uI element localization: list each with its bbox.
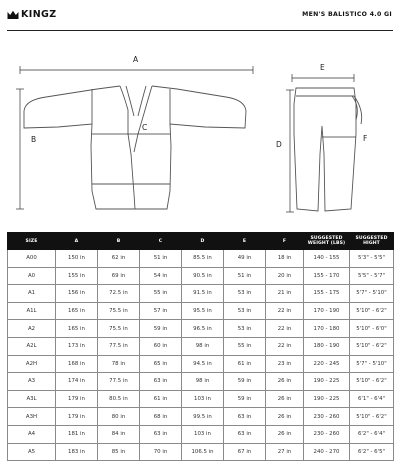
table-cell: 85 in <box>98 443 140 461</box>
size-cell: A2L <box>8 337 56 355</box>
size-cell: A4 <box>8 425 56 443</box>
measure-f-label: F <box>363 134 368 143</box>
table-cell: 72.5 in <box>98 285 140 303</box>
table-cell: 5'10" - 6'0" <box>350 320 394 338</box>
table-cell: 170 - 180 <box>304 320 350 338</box>
table-row <box>8 373 394 391</box>
table-cell: 240 - 270 <box>304 443 350 461</box>
table-cell: 18 in <box>266 250 304 268</box>
table-cell: 75.5 in <box>98 320 140 338</box>
table-row <box>8 285 394 303</box>
table-cell: 63 in <box>224 425 266 443</box>
table-cell: 94.5 in <box>182 355 224 373</box>
brand-logo <box>7 9 57 20</box>
table-cell: 63 in <box>140 373 182 391</box>
column-header: SIZE <box>8 233 56 250</box>
table-cell: 230 - 260 <box>304 408 350 426</box>
table-cell: 54 in <box>140 267 182 285</box>
measure-d-label: D <box>276 140 282 149</box>
jacket-outline <box>24 86 246 209</box>
table-cell: 70 in <box>140 443 182 461</box>
table-header-row <box>8 233 394 250</box>
table-cell: 57 in <box>140 302 182 320</box>
size-chart-table <box>7 232 394 461</box>
measure-e-line <box>292 74 354 82</box>
table-cell: 75.5 in <box>98 302 140 320</box>
table-cell: 98 in <box>182 373 224 391</box>
table-cell: 59 in <box>224 373 266 391</box>
table-cell: 69 in <box>98 267 140 285</box>
table-cell: 26 in <box>266 390 304 408</box>
table-cell: 179 in <box>56 408 98 426</box>
table-cell: 6'2" - 6'4" <box>350 425 394 443</box>
size-cell: A5 <box>8 443 56 461</box>
table-cell: 22 in <box>266 320 304 338</box>
table-cell: 23 in <box>266 355 304 373</box>
table-cell: 5'10" - 6'2" <box>350 408 394 426</box>
table-cell: 53 in <box>224 320 266 338</box>
pants-outline <box>294 88 362 211</box>
table-row <box>8 443 394 461</box>
gi-illustration <box>0 34 400 230</box>
table-cell: 5'10" - 6'2" <box>350 373 394 391</box>
table-cell: 6'2" - 6'5" <box>350 443 394 461</box>
table-cell: 26 in <box>266 373 304 391</box>
table-cell: 22 in <box>266 337 304 355</box>
table-cell: 21 in <box>266 285 304 303</box>
column-header: SUGGESTED HIGHT <box>350 233 394 250</box>
table-row <box>8 267 394 285</box>
table-cell: 155 - 170 <box>304 267 350 285</box>
column-header: A <box>56 233 98 250</box>
table-cell: 155 in <box>56 267 98 285</box>
measure-b-label: B <box>31 135 37 144</box>
table-cell: 155 - 175 <box>304 285 350 303</box>
column-header: E <box>224 233 266 250</box>
table-cell: 165 in <box>56 320 98 338</box>
table-cell: 5'10" - 6'2" <box>350 337 394 355</box>
header <box>0 0 400 32</box>
table-cell: 84 in <box>98 425 140 443</box>
table-row <box>8 390 394 408</box>
table-cell: 5'5" - 5'7" <box>350 267 394 285</box>
table-cell: 63 in <box>224 408 266 426</box>
table-cell: 55 in <box>224 337 266 355</box>
table-cell: 95.5 in <box>182 302 224 320</box>
table-row <box>8 250 394 268</box>
table-cell: 51 in <box>140 250 182 268</box>
table-cell: 156 in <box>56 285 98 303</box>
column-header: F <box>266 233 304 250</box>
table-cell: 5'3" - 5'5" <box>350 250 394 268</box>
table-cell: 53 in <box>224 302 266 320</box>
brand-name: KINGZ <box>21 9 57 20</box>
gi-measurement-diagram <box>0 34 400 230</box>
table-cell: 67 in <box>224 443 266 461</box>
column-header: SUGGESTED WEIGHT (LBS) <box>304 233 350 250</box>
table-cell: 61 in <box>224 355 266 373</box>
measure-a-label: A <box>133 55 139 64</box>
table-cell: 20 in <box>266 267 304 285</box>
measure-d-line <box>286 90 294 212</box>
table-cell: 174 in <box>56 373 98 391</box>
column-header: B <box>98 233 140 250</box>
size-cell: A3H <box>8 408 56 426</box>
table-cell: 62 in <box>98 250 140 268</box>
table-cell: 99.5 in <box>182 408 224 426</box>
table-cell: 103 in <box>182 425 224 443</box>
table-row <box>8 408 394 426</box>
size-chart <box>7 232 393 461</box>
table-cell: 63 in <box>140 425 182 443</box>
crown-icon <box>7 10 19 20</box>
table-cell: 230 - 260 <box>304 425 350 443</box>
table-cell: 181 in <box>56 425 98 443</box>
table-cell: 5'10" - 6'2" <box>350 302 394 320</box>
measure-e-label: E <box>320 63 325 72</box>
table-cell: 59 in <box>140 320 182 338</box>
column-header: C <box>140 233 182 250</box>
table-cell: 80 in <box>98 408 140 426</box>
table-cell: 180 - 190 <box>304 337 350 355</box>
table-cell: 80.5 in <box>98 390 140 408</box>
table-cell: 150 in <box>56 250 98 268</box>
measure-c-label: C <box>142 123 148 132</box>
table-cell: 190 - 225 <box>304 373 350 391</box>
table-cell: 26 in <box>266 425 304 443</box>
table-cell: 220 - 245 <box>304 355 350 373</box>
table-cell: 98 in <box>182 337 224 355</box>
table-cell: 168 in <box>56 355 98 373</box>
table-cell: 173 in <box>56 337 98 355</box>
size-cell: A1L <box>8 302 56 320</box>
measure-b-line <box>16 89 24 209</box>
table-cell: 179 in <box>56 390 98 408</box>
table-cell: 183 in <box>56 443 98 461</box>
measure-a-line <box>20 66 253 74</box>
size-cell: A3L <box>8 390 56 408</box>
table-row <box>8 337 394 355</box>
product-title: MEN'S BALISTICO 4.0 GI <box>302 11 392 18</box>
size-cell: A2H <box>8 355 56 373</box>
table-row <box>8 302 394 320</box>
table-row <box>8 320 394 338</box>
table-cell: 165 in <box>56 302 98 320</box>
table-cell: 77.5 in <box>98 337 140 355</box>
table-cell: 190 - 225 <box>304 390 350 408</box>
size-cell: A00 <box>8 250 56 268</box>
table-cell: 96.5 in <box>182 320 224 338</box>
table-cell: 59 in <box>224 390 266 408</box>
table-row <box>8 425 394 443</box>
table-cell: 91.5 in <box>182 285 224 303</box>
table-cell: 60 in <box>140 337 182 355</box>
table-cell: 170 - 190 <box>304 302 350 320</box>
column-header: D <box>182 233 224 250</box>
table-cell: 27 in <box>266 443 304 461</box>
table-cell: 85.5 in <box>182 250 224 268</box>
size-cell: A0 <box>8 267 56 285</box>
table-cell: 61 in <box>140 390 182 408</box>
size-cell: A3 <box>8 373 56 391</box>
table-row <box>8 355 394 373</box>
table-cell: 78 in <box>98 355 140 373</box>
table-cell: 90.5 in <box>182 267 224 285</box>
table-cell: 22 in <box>266 302 304 320</box>
table-cell: 5'7" - 5'10" <box>350 285 394 303</box>
table-cell: 65 in <box>140 355 182 373</box>
header-divider <box>7 30 393 31</box>
table-cell: 5'7" - 5'10" <box>350 355 394 373</box>
table-cell: 51 in <box>224 267 266 285</box>
table-cell: 55 in <box>140 285 182 303</box>
table-cell: 26 in <box>266 408 304 426</box>
table-cell: 140 - 155 <box>304 250 350 268</box>
table-cell: 77.5 in <box>98 373 140 391</box>
size-cell: A1 <box>8 285 56 303</box>
table-cell: 103 in <box>182 390 224 408</box>
table-cell: 6'1" - 6'4" <box>350 390 394 408</box>
table-cell: 49 in <box>224 250 266 268</box>
size-cell: A2 <box>8 320 56 338</box>
table-cell: 53 in <box>224 285 266 303</box>
table-cell: 106.5 in <box>182 443 224 461</box>
table-cell: 68 in <box>140 408 182 426</box>
